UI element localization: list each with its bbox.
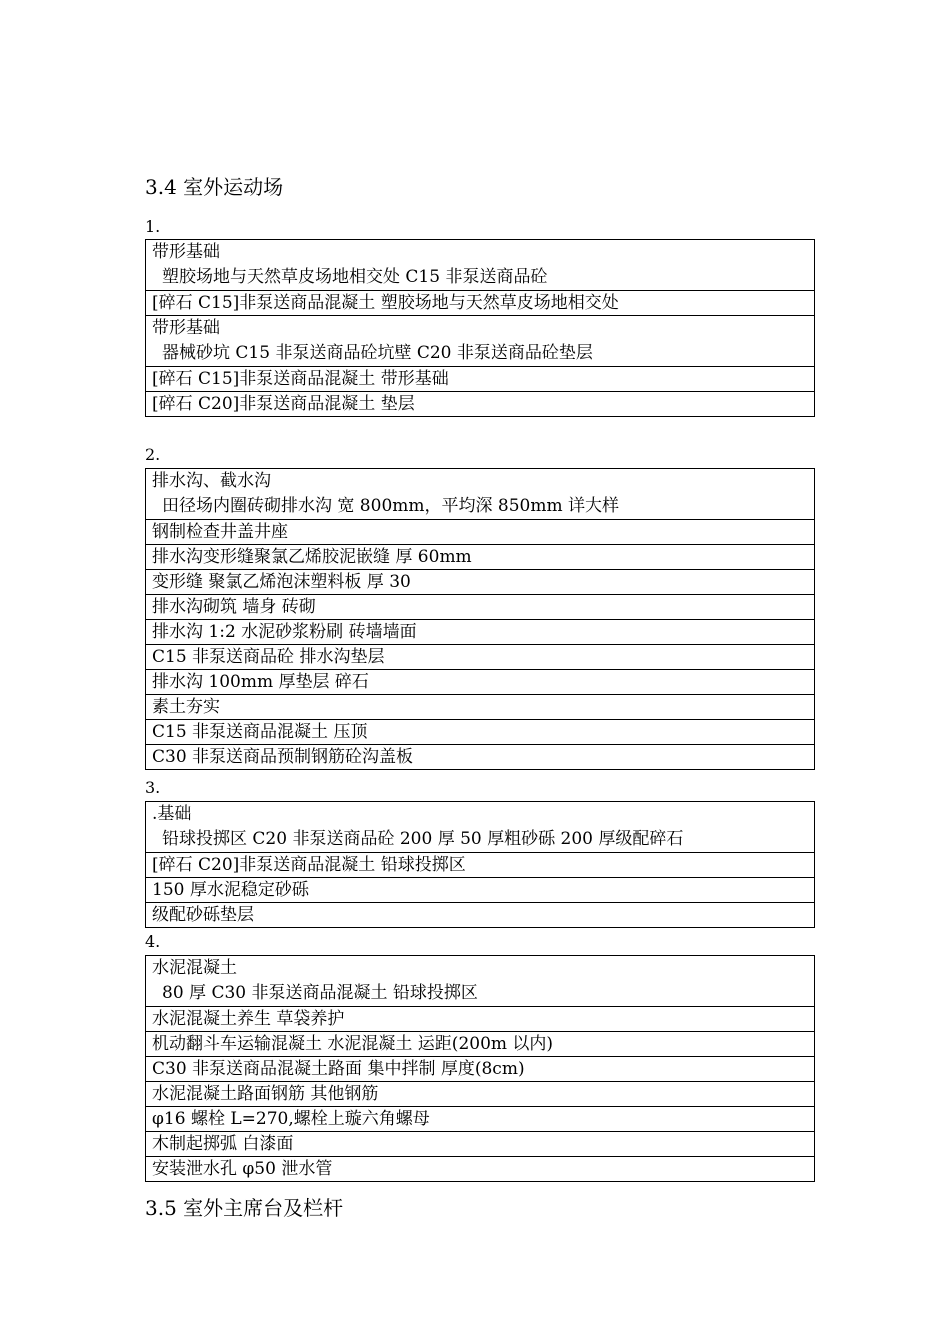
table-row: [146, 570, 815, 595]
table-row: [146, 878, 815, 903]
group-label: 3.: [145, 778, 161, 797]
section-number: 3.5: [145, 1196, 177, 1220]
table-row: [146, 1057, 815, 1082]
table-row: [146, 1107, 815, 1132]
table-row: [146, 316, 815, 367]
table-row: [146, 853, 815, 878]
table-cell: [碎石 C20]非泵送商品混凝土 垫层: [146, 392, 815, 417]
table-row: [146, 595, 815, 620]
item-detail: 铅球投掷区 C20 非泵送商品砼 200 厚 50 厚粗砂砾 200 厚级配碎石: [162, 829, 684, 849]
table-cell: 变形缝 聚氯乙烯泡沫塑料板 厚 30: [146, 570, 815, 595]
table-cell: [146, 316, 815, 367]
table-row: [146, 367, 815, 392]
section-number: 3.4: [145, 175, 177, 199]
section-heading-3-4: [145, 175, 283, 199]
item-title: 水泥混凝土: [152, 958, 237, 978]
table-row: [146, 620, 815, 645]
table-cell: [146, 802, 815, 853]
table-row: [146, 240, 815, 291]
table-row: [146, 1132, 815, 1157]
table-cell: 素土夯实: [146, 695, 815, 720]
table-cell: 级配砂砾垫层: [146, 903, 815, 928]
table-cell: 排水沟变形缝聚氯乙烯胶泥嵌缝 厚 60mm: [146, 545, 815, 570]
table-cell: 机动翻斗车运输混凝土 水泥混凝土 运距(200m 以内): [146, 1032, 815, 1057]
table-row: [146, 1032, 815, 1057]
table-cell: C30 非泵送商品预制钢筋砼沟盖板: [146, 745, 815, 770]
item-title: 带形基础: [152, 242, 220, 262]
table-cell: [146, 469, 815, 520]
item-title: 带形基础: [152, 318, 220, 338]
table-row: [146, 545, 815, 570]
item-table-4: [145, 955, 815, 1182]
table-cell: 150 厚水泥稳定砂砾: [146, 878, 815, 903]
table-row: [146, 291, 815, 316]
table-row: [146, 1157, 815, 1182]
item-title: .基础: [152, 804, 192, 824]
table-cell: 安装泄水孔 φ50 泄水管: [146, 1157, 815, 1182]
table-cell: [碎石 C15]非泵送商品混凝土 带形基础: [146, 367, 815, 392]
table-cell: C30 非泵送商品混凝土路面 集中拌制 厚度(8cm): [146, 1057, 815, 1082]
table-cell: 排水沟 100mm 厚垫层 碎石: [146, 670, 815, 695]
table-row: [146, 956, 815, 1007]
table-row: [146, 520, 815, 545]
table-row: [146, 670, 815, 695]
group-label: 2.: [145, 445, 161, 464]
table-cell: 水泥混凝土养生 草袋养护: [146, 1007, 815, 1032]
table-cell: φ16 螺栓 L=270,螺栓上璇六角螺母: [146, 1107, 815, 1132]
table-cell: 水泥混凝土路面钢筋 其他钢筋: [146, 1082, 815, 1107]
table-cell: [碎石 C20]非泵送商品混凝土 铅球投掷区: [146, 853, 815, 878]
table-cell: [碎石 C15]非泵送商品混凝土 塑胶场地与天然草皮场地相交处: [146, 291, 815, 316]
item-detail: 器械砂坑 C15 非泵送商品砼坑壁 C20 非泵送商品砼垫层: [162, 343, 593, 363]
table-row: [146, 645, 815, 670]
group-label: 1.: [145, 217, 161, 236]
section-title: 室外主席台及栏杆: [183, 1196, 344, 1220]
table-cell: 钢制检查井盖井座: [146, 520, 815, 545]
group-label: 4.: [145, 932, 161, 951]
table-cell: 排水沟砌筑 墙身 砖砌: [146, 595, 815, 620]
table-cell: [146, 240, 815, 291]
item-detail: 塑胶场地与天然草皮场地相交处 C15 非泵送商品砼: [162, 267, 548, 287]
table-row: [146, 469, 815, 520]
table-cell: C15 非泵送商品砼 排水沟垫层: [146, 645, 815, 670]
table-row: [146, 720, 815, 745]
table-row: [146, 1082, 815, 1107]
section-heading-3-5: [145, 1196, 343, 1220]
item-table-2: [145, 468, 815, 770]
item-title: 排水沟、截水沟: [152, 471, 271, 491]
table-row: [146, 903, 815, 928]
table-row: [146, 695, 815, 720]
table-cell: [146, 956, 815, 1007]
table-row: [146, 745, 815, 770]
table-cell: 排水沟 1:2 水泥砂浆粉刷 砖墙墙面: [146, 620, 815, 645]
table-row: [146, 802, 815, 853]
table-row: [146, 392, 815, 417]
section-title: 室外运动场: [183, 175, 284, 199]
table-cell: C15 非泵送商品混凝土 压顶: [146, 720, 815, 745]
item-table-1: [145, 239, 815, 417]
item-detail: 田径场内圈砖砌排水沟 宽 800mm，平均深 850mm 详大样: [162, 496, 619, 516]
item-detail: 80 厚 C30 非泵送商品混凝土 铅球投掷区: [162, 983, 478, 1003]
table-row: [146, 1007, 815, 1032]
table-cell: 木制起掷弧 白漆面: [146, 1132, 815, 1157]
item-table-3: [145, 801, 815, 928]
